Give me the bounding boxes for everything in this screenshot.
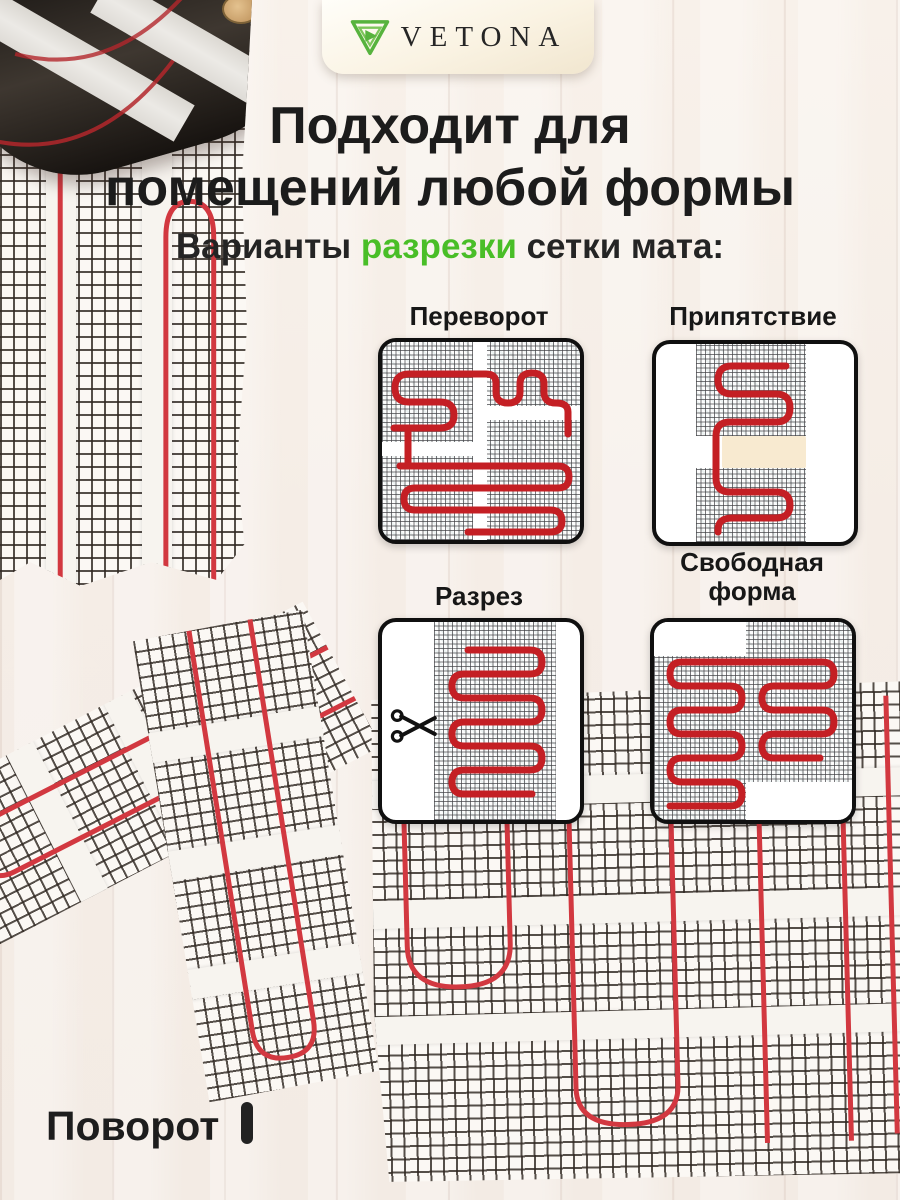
footer-label: Поворот <box>46 1103 220 1149</box>
diagram-card-cut <box>378 618 584 824</box>
unrolled-heating-mat-photo <box>0 0 252 598</box>
roll-dowel-end <box>222 0 260 24</box>
brand-name: VETONA <box>400 20 568 53</box>
text-cursor-bar <box>241 1102 253 1144</box>
diagram-card-obstacle <box>652 340 858 546</box>
diagram-card-flip <box>378 338 584 544</box>
cable-diagram <box>382 342 580 540</box>
card-title-obstacle: Припятствие <box>669 301 837 331</box>
scissors-icon <box>390 704 438 748</box>
main-heading-line2: помещений любой формы <box>104 159 796 217</box>
subheading-suffix: сетки мата: <box>516 227 725 266</box>
subheading-highlight: разрезки <box>360 227 517 266</box>
card-title-cut: Разрез <box>435 581 523 611</box>
brand-badge <box>322 0 594 74</box>
subheading <box>0 227 900 267</box>
card-title-flip: Переворот <box>409 301 549 331</box>
cable-diagram <box>654 622 852 820</box>
main-heading-line1: Подходит для <box>269 97 631 155</box>
vetona-logo-icon <box>349 17 391 57</box>
subheading-prefix: Варианты <box>175 227 361 266</box>
cable-diagram <box>656 344 854 542</box>
diagram-card-free-form <box>650 618 856 824</box>
card-title-free-form: Свободная форма <box>680 547 824 607</box>
